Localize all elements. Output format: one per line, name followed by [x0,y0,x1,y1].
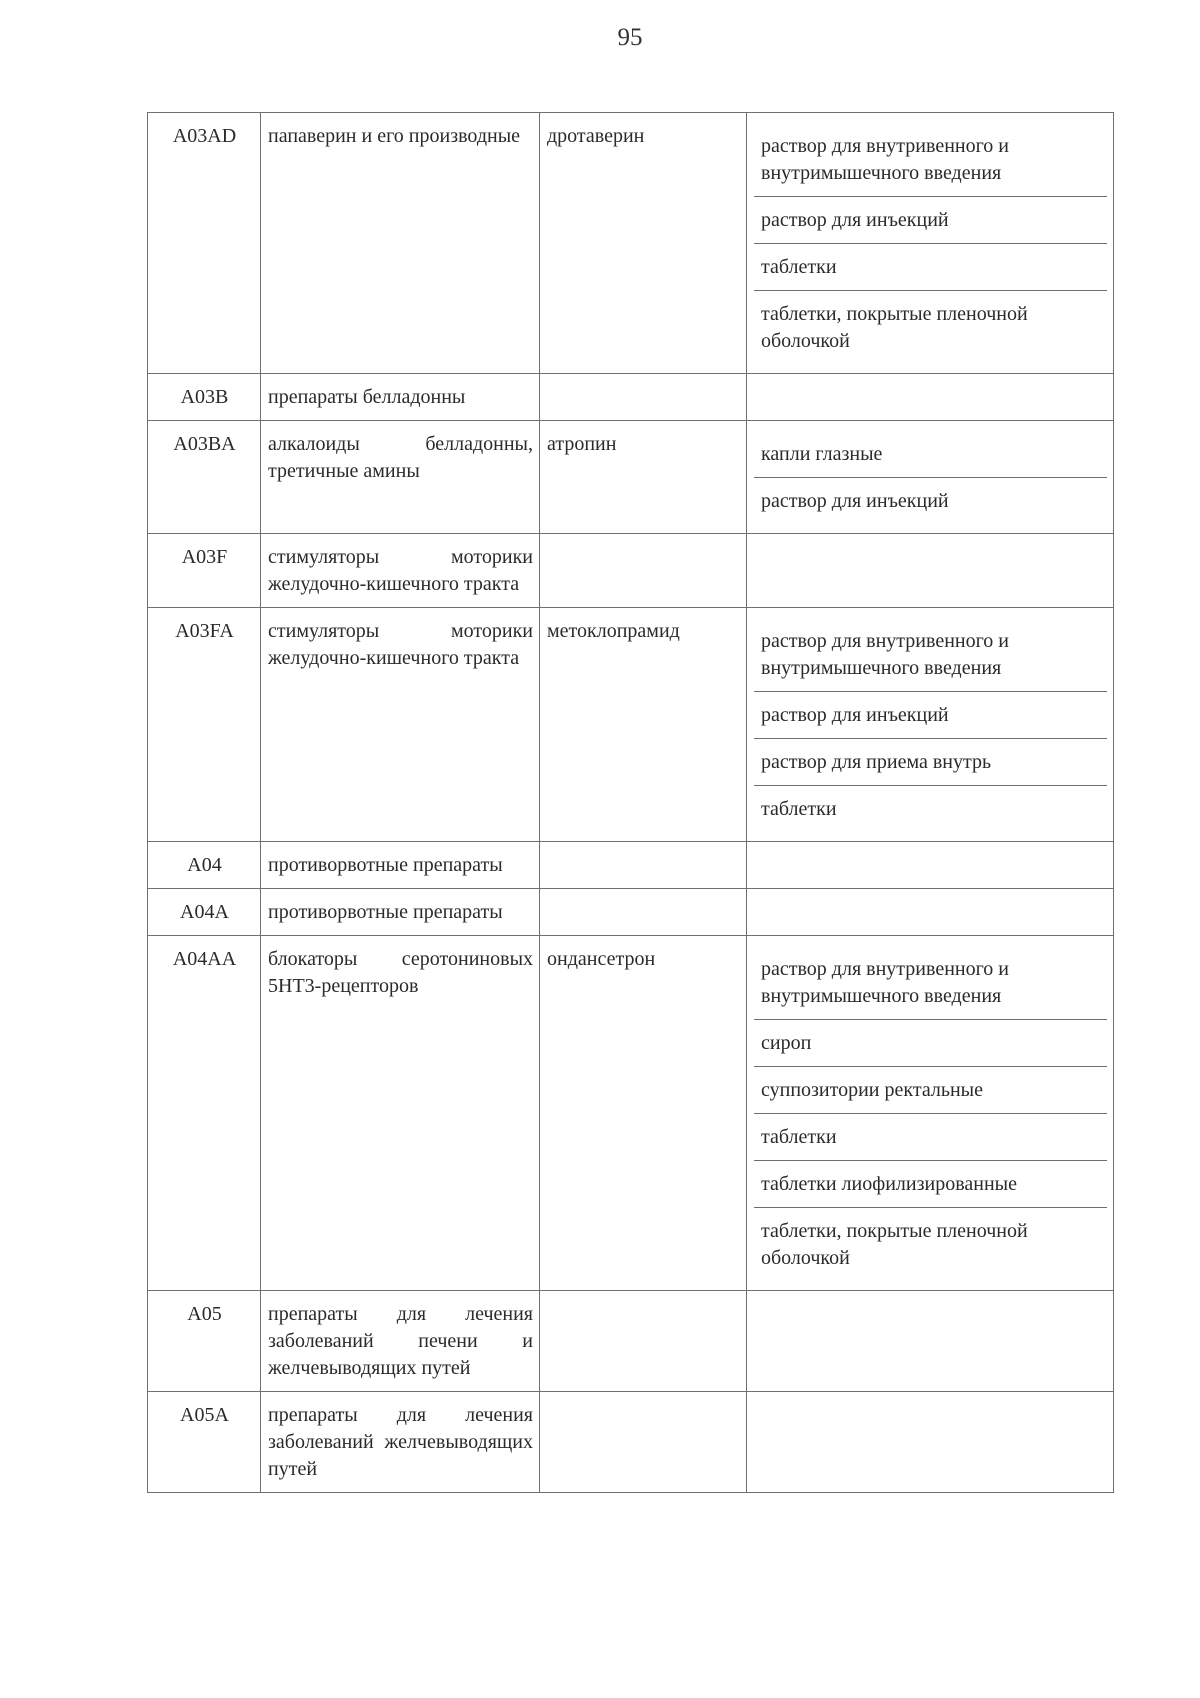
drug-substance-cell [540,374,747,421]
dosage-forms-cell [747,421,1114,534]
dosage-form-item: раствор для внутривенного и внутримышечного введения [754,946,1107,1020]
dosage-form-item: сироп [754,1020,1107,1067]
table-body [148,113,1114,1493]
dosage-form-item: таблетки лиофилизированные [754,1161,1107,1208]
atc-code-cell: A04AA [148,936,261,1291]
dosage-forms-cell [747,374,1114,421]
dosage-forms-cell [747,608,1114,842]
atc-code-cell: A04 [148,842,261,889]
drug-substance-cell [540,1392,747,1493]
dosage-forms-cell [747,936,1114,1291]
anatomical-therapeutic-group-cell: стимуляторы моторики желудочно-кишечного тракта [261,534,540,608]
atc-code-cell: A04A [148,889,261,936]
anatomical-therapeutic-group-cell: препараты для лечения заболеваний желчевыводящих путей [261,1392,540,1493]
atc-code-cell: A03B [148,374,261,421]
dosage-form-item: раствор для приема внутрь [754,739,1107,786]
anatomical-therapeutic-group-cell: противорвотные препараты [261,842,540,889]
anatomical-therapeutic-group-cell: препараты белладонны [261,374,540,421]
dosage-form-item: раствор для внутривенного и внутримышечного введения [754,618,1107,692]
atc-code-cell: A03AD [148,113,261,374]
dosage-form-item: таблетки [754,244,1107,291]
dosage-forms-cell [747,1291,1114,1392]
table-row [148,889,1114,936]
dosage-form-item: раствор для инъекций [754,197,1107,244]
dosage-forms-cell [747,842,1114,889]
dosage-form-item: раствор для инъекций [761,490,949,512]
dosage-form-item: таблетки, покрытые пленочной оболочкой [761,303,1028,352]
anatomical-therapeutic-group-cell: стимуляторы моторики желудочно-кишечного тракта [261,608,540,842]
drug-substance-cell [540,842,747,889]
atc-code-cell: A03BA [148,421,261,534]
anatomical-therapeutic-group-cell: блокаторы серотониновых 5HT3-рецепторов [261,936,540,1291]
table-row [148,421,1114,534]
atc-code-cell: A05A [148,1392,261,1493]
page-number: 95 [617,24,643,51]
dosage-forms-cell [747,113,1114,374]
dosage-forms-cell [747,889,1114,936]
anatomical-therapeutic-group-cell: алкалоиды белладонны, третичные амины [261,421,540,534]
atc-code-cell: A03FA [148,608,261,842]
dosage-form-item: таблетки [754,1114,1107,1161]
drug-substance-cell: атропин [540,421,747,534]
dosage-form-item: суппозитории ректальные [754,1067,1107,1114]
table-row [148,374,1114,421]
table-row [148,534,1114,608]
drug-substance-cell: метоклопрамид [540,608,747,842]
anatomical-therapeutic-group-cell: противорвотные препараты [261,889,540,936]
atc-code-cell: A05 [148,1291,261,1392]
dosage-form-item: капли глазные [754,431,1107,478]
table-row [148,113,1114,374]
drug-table [147,112,1114,1493]
atc-code-cell: A03F [148,534,261,608]
drug-substance-cell [540,534,747,608]
dosage-form-item: раствор для инъекций [754,692,1107,739]
drug-substance-cell: дротаверин [540,113,747,374]
drug-substance-cell [540,1291,747,1392]
table-row [148,1392,1114,1493]
dosage-forms-cell [747,534,1114,608]
drug-substance-cell [540,889,747,936]
table-row [148,1291,1114,1392]
drug-substance-cell: ондансетрон [540,936,747,1291]
dosage-forms-cell [747,1392,1114,1493]
dosage-form-item: раствор для внутривенного и внутримышечного введения [754,123,1107,197]
table-row [148,936,1114,1291]
table-row [148,608,1114,842]
anatomical-therapeutic-group-cell: препараты для лечения заболеваний печени и желчевыводящих путей [261,1291,540,1392]
anatomical-therapeutic-group-cell: папаверин и его производные [261,113,540,374]
dosage-form-item: таблетки, покрытые пленочной оболочкой [761,1220,1028,1269]
table-row [148,842,1114,889]
dosage-form-item: таблетки [761,798,837,820]
